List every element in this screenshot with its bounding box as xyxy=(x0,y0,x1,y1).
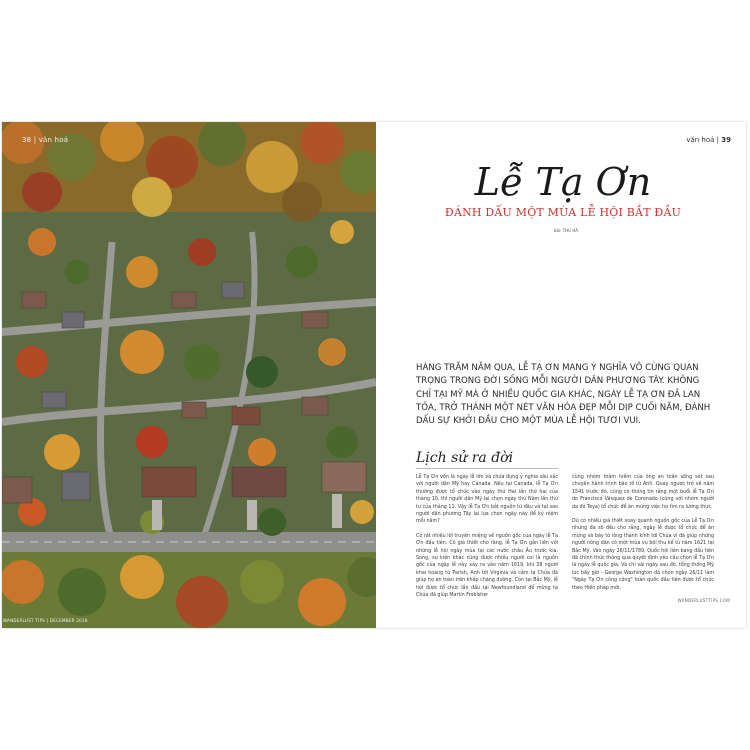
body-column-2 xyxy=(572,474,714,599)
article-author: bài: THU HÀ xyxy=(554,228,579,233)
body-paragraph: cùng nhóm thám hiểm của ông an toàn sống sót sau chuyến hành trình bão tố từ Anh. Quay ngược trở về năm 1541 trước đó, cũng có thông tin rằng một buổi lễ Tạ Ơn do Francisco Vásquez de Coronado (cùng với nhóm người da đỏ Teya) tổ chức để ăn mừng việc họ tìm ra lương thực. xyxy=(572,475,714,510)
magazine-spread xyxy=(2,122,746,628)
left-footer-caption: WANDERLUST TIPS | DECEMBER 2018 xyxy=(3,618,88,623)
section-divider xyxy=(416,468,558,469)
article-subtitle: ĐÁNH DẤU MỘT MÙA LỄ HỘI BẮT ĐẦU xyxy=(444,206,682,219)
aerial-autumn-neighborhood-photo xyxy=(2,122,376,628)
page-number: 39 xyxy=(721,136,731,144)
article-title: Lễ Tạ Ơn xyxy=(474,160,652,204)
section-heading: Lịch sử ra đời xyxy=(416,450,514,466)
left-page-label: 38 | văn hoá xyxy=(22,136,69,144)
body-column-1 xyxy=(416,474,558,607)
section-label: văn hoá xyxy=(686,136,715,144)
body-paragraph: Lễ Tạ Ơn vốn là ngày lễ lớn và chứa đựng ý nghĩa sâu sắc với người dân Mỹ hay Canada. Nếu tại Canada, lễ Tạ Ơn thường được tổ chức vào ngày thứ Hai lần thứ hai của tháng 10, thì người dân Mỹ lại chọn ngày thứ Năm lần thứ tư của tháng 11. Vậy lễ Tạ Ơn bắt nguồn từ đâu và tại sao người dân phương Tây lại lựa chọn ngày này để kỷ niệm mỗi năm? xyxy=(416,475,558,525)
page-folio: văn hoá | 39 xyxy=(686,136,731,144)
body-paragraph: Dù có nhiều giả thiết xoay quanh nguồn gốc của Lễ Tạ Ơn nhưng đa số đều cho rằng, ngày lễ được tổ chức để ăn mừng và bày tỏ lòng thành kính tới Chúa vì đã giúp những người nông dân có một mùa vụ bội thu kể từ năm 1621 tại Bắc Mỹ. Vào ngày 26/11/1789, Quốc hội liên bang đầu tiên đã chính thức thông qua quyết định yêu cầu chọn lễ Tạ Ơn là ngày lễ quốc gia. Và chỉ vài ngày sau đó, tổng thống Mỹ lúc bấy giờ - George Washington đã chọn ngày 26/11 làm "Ngày Tạ Ơn công cộng" toàn quốc đầu tiên được tổ chức theo Hiến pháp mới. xyxy=(572,519,714,591)
footer-url: WANDERLUSTTIPS.COM xyxy=(677,598,730,603)
right-page xyxy=(378,122,748,628)
article-lead: HÀNG TRĂM NĂM QUA, LỄ TẠ ƠN MANG Ý NGHĨA VÔ CÙNG QUAN TRỌNG TRONG ĐỜI SỐNG MỖI NGƯỜI DÂN PHƯƠNG TÂY. KHÔNG CHỈ TẠI MỸ MÀ Ở NHIỀU QUỐC GIA KHÁC, NGÀY LỄ TẠ ƠN ĐÃ LAN TỎA, TRỞ THÀNH MỘT NÉT VĂN HÓA ĐẸP MỖI DỊP CUỐI NĂM, ĐÁNH DẤU SỰ KHỞI ĐẦU CHO MỘT MÙA LỄ HỘI TƯƠI VUI. xyxy=(416,363,711,427)
body-paragraph: Có rất nhiều lời truyền miệng về nguồn gốc của ngày lễ Tạ Ơn đầu tiên. Có giả thiết cho rằng, lễ Tạ Ơn gắn liền với những lễ hội ngày mùa tại các nước châu Âu trước kia. Song, sự kiện khác cũng được nhiều người coi là nguồn gốc của ngày lễ này xảy ra vào năm 1619, khi 38 người khai hoang từ Parish, Anh tới Virginia và cảm tạ Chúa đã giúp họ an toàn trên khắp chặng đường. Còn tại Bắc Mỹ, lễ hội được tổ chức lần đầu tại Newfoundland để mừng tạ Chúa đã giúp Martin Frobisher xyxy=(416,533,558,599)
